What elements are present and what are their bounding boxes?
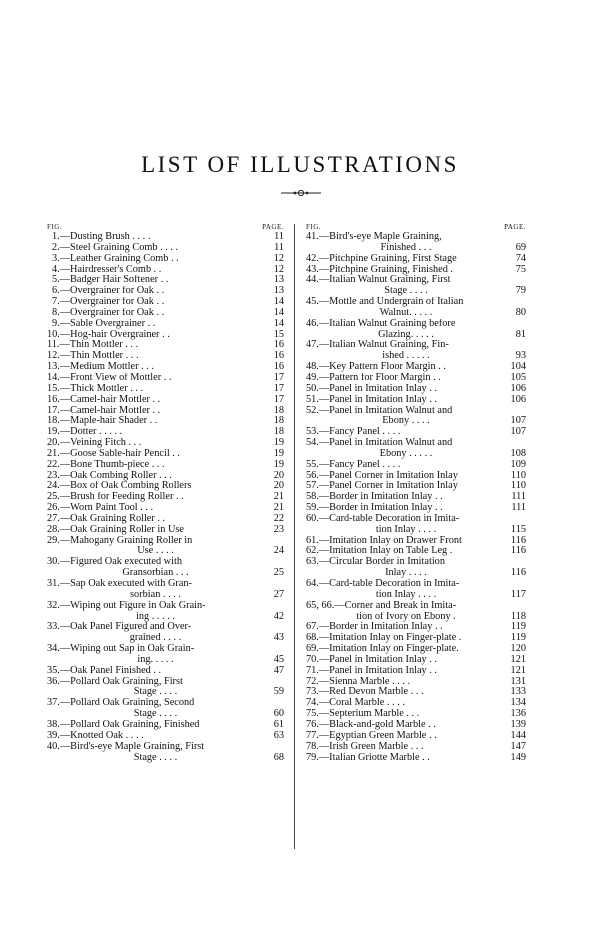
list-item bbox=[47, 254, 284, 265]
list-item bbox=[47, 731, 284, 742]
page-number: 147 bbox=[510, 740, 526, 752]
page-number: 12 bbox=[273, 263, 284, 275]
list-item bbox=[47, 438, 284, 449]
list-item bbox=[47, 579, 284, 590]
illustration-title: 74.—Coral Marble . . . . bbox=[306, 698, 405, 709]
page-number: 111 bbox=[511, 491, 526, 503]
page-number: 119 bbox=[510, 621, 526, 633]
list-item bbox=[306, 254, 526, 265]
list-item bbox=[306, 536, 526, 547]
illustration-title: 31.—Sap Oak executed with Gran- bbox=[47, 579, 192, 589]
list-item bbox=[306, 644, 526, 655]
illustration-title: 60.—Card-table Decoration in Imita- bbox=[306, 513, 460, 524]
list-item bbox=[47, 492, 284, 503]
illustration-title: 16.—Camel-hair Mottler . . bbox=[47, 394, 161, 405]
illustration-title: ing. . . . . bbox=[137, 654, 174, 665]
page-number: 23 bbox=[273, 523, 284, 535]
illustration-title: 20.—Veining Fitch . . . bbox=[47, 438, 142, 449]
illustration-title: 50.—Panel in Imitation Inlay . . bbox=[306, 383, 437, 394]
list-item bbox=[306, 460, 526, 471]
list-item bbox=[306, 427, 526, 438]
illustration-title: 77.—Egyptian Green Marble . . bbox=[306, 730, 437, 741]
illustration-title: 43.—Pitchpine Graining, Finished . bbox=[306, 264, 454, 275]
list-item bbox=[47, 362, 284, 373]
illustration-title: 65, 66.—Corner and Break in Imita- bbox=[306, 600, 457, 611]
list-item bbox=[306, 373, 526, 384]
page-number: 42 bbox=[273, 610, 284, 622]
list-item bbox=[306, 514, 526, 525]
illustration-title: 13.—Medium Mottler . . . bbox=[47, 362, 154, 373]
illustration-title: 24.—Box of Oak Combing Rollers bbox=[47, 481, 192, 492]
illustration-title: 40.—Bird's-eye Maple Graining, First bbox=[47, 741, 205, 752]
list-item bbox=[306, 568, 526, 579]
page-number: 18 bbox=[273, 426, 284, 438]
page-number: 21 bbox=[273, 491, 284, 503]
list-item bbox=[306, 416, 526, 427]
list-item bbox=[306, 753, 526, 764]
page-number: 75 bbox=[515, 263, 526, 275]
illustration-title: Stage . . . . bbox=[133, 709, 178, 720]
page-number: 134 bbox=[510, 697, 526, 709]
page-number: 116 bbox=[510, 567, 526, 579]
page-number: 19 bbox=[273, 437, 284, 449]
list-item bbox=[306, 275, 526, 286]
page-number: 119 bbox=[510, 632, 526, 644]
page-number: 27 bbox=[273, 588, 284, 600]
page-number: 63 bbox=[273, 729, 284, 741]
list-item bbox=[306, 503, 526, 514]
list-item bbox=[47, 265, 284, 276]
list-item bbox=[306, 449, 526, 460]
illustration-title: tion Inlay . . . . bbox=[375, 524, 437, 535]
list-item bbox=[47, 481, 284, 492]
illustration-title: 79.—Italian Griotte Marble . . bbox=[306, 752, 430, 763]
list-item bbox=[47, 720, 284, 731]
list-item bbox=[306, 362, 526, 373]
list-item bbox=[47, 568, 284, 579]
page-number: 43 bbox=[273, 632, 284, 644]
page-number: 105 bbox=[510, 371, 526, 383]
page-number: 20 bbox=[273, 480, 284, 492]
list-item bbox=[306, 471, 526, 482]
illustration-title: 33.—Oak Panel Figured and Over- bbox=[47, 622, 192, 633]
illustration-title: 17.—Camel-hair Mottler . . bbox=[47, 405, 161, 416]
page-number: 18 bbox=[273, 404, 284, 416]
list-item bbox=[306, 351, 526, 362]
column-divider bbox=[294, 224, 295, 849]
page-number: 21 bbox=[273, 502, 284, 514]
illustration-title: 25.—Brush for Feeding Roller . . bbox=[47, 492, 184, 503]
list-item bbox=[306, 720, 526, 731]
page-header: PAGE. bbox=[262, 223, 284, 231]
illustration-title: 63.—Circular Border in Imitation bbox=[306, 557, 445, 568]
illustration-title: 28.—Oak Graining Roller in Use bbox=[47, 524, 184, 535]
list-item bbox=[306, 406, 526, 417]
page-number: 19 bbox=[273, 447, 284, 459]
illustration-title: 75.—Septerium Marble . . . bbox=[306, 709, 420, 720]
list-item bbox=[47, 286, 284, 297]
list-item bbox=[47, 536, 284, 547]
list-item bbox=[47, 698, 284, 709]
page-number: 111 bbox=[511, 502, 526, 514]
illustration-title: 37.—Pollard Oak Graining, Second bbox=[47, 698, 195, 709]
list-item bbox=[306, 481, 526, 492]
page-number: 79 bbox=[515, 285, 526, 297]
illustration-title: Ebony . . . . . bbox=[379, 448, 433, 459]
illustration-title: 6.—Overgrainer for Oak . . bbox=[52, 286, 165, 297]
list-item bbox=[47, 449, 284, 460]
illustration-title: 48.—Key Pattern Floor Margin . . bbox=[306, 362, 446, 373]
page-number: 17 bbox=[273, 382, 284, 394]
page-number: 136 bbox=[510, 708, 526, 720]
illustration-title: 47.—Italian Walnut Graining, Fin- bbox=[306, 340, 449, 351]
page-number: 108 bbox=[510, 447, 526, 459]
list-item bbox=[306, 492, 526, 503]
list-item bbox=[306, 731, 526, 742]
illustration-title: 7.—Overgrainer for Oak . . bbox=[52, 297, 165, 308]
list-item bbox=[47, 275, 284, 286]
page-number: 110 bbox=[510, 469, 526, 481]
list-item bbox=[47, 742, 284, 753]
illustration-title: 41.—Bird's-eye Maple Graining, bbox=[306, 232, 442, 242]
illustration-title: grained . . . . bbox=[129, 633, 182, 644]
list-item bbox=[306, 384, 526, 395]
list-item bbox=[47, 340, 284, 351]
list-item bbox=[306, 557, 526, 568]
illustration-title: Stage . . . . bbox=[133, 752, 178, 763]
illustration-title: Stage . . . . bbox=[133, 687, 178, 698]
illustration-title: 15.—Thick Mottler . . . bbox=[47, 383, 144, 394]
illustration-title: 51.—Panel in Imitation Inlay . . bbox=[306, 394, 437, 405]
illustration-title: Gransorbian . . . bbox=[122, 568, 189, 579]
list-item bbox=[47, 666, 284, 677]
illustration-title: Glazing. . . . . bbox=[378, 329, 434, 340]
page-number: 16 bbox=[273, 361, 284, 373]
illustration-title: 67.—Border in Imitation Inlay . . bbox=[306, 622, 443, 633]
list-item bbox=[47, 601, 284, 612]
illustration-title: 78.—Irish Green Marble . . . bbox=[306, 741, 424, 752]
illustration-title: 64.—Card-table Decoration in Imita- bbox=[306, 579, 460, 589]
page-number: 16 bbox=[273, 339, 284, 351]
illustration-title: 55.—Fancy Panel . . . . bbox=[306, 459, 401, 470]
illustration-title: Use . . . . bbox=[137, 546, 174, 557]
list-item bbox=[306, 742, 526, 753]
page-number: 12 bbox=[273, 252, 284, 264]
list-item bbox=[306, 546, 526, 557]
illustration-title: 52.—Panel in Imitation Walnut and bbox=[306, 405, 453, 416]
list-item bbox=[47, 427, 284, 438]
list-item bbox=[306, 286, 526, 297]
page-number: 109 bbox=[510, 458, 526, 470]
illustration-title: 19.—Dotter . . . . . bbox=[47, 427, 123, 438]
page-number: 69 bbox=[515, 241, 526, 253]
list-item bbox=[47, 612, 284, 623]
illustration-title: 10.—Hog-hair Overgrainer . . bbox=[47, 329, 170, 340]
page-header: PAGE. bbox=[504, 223, 526, 231]
list-item bbox=[306, 330, 526, 341]
illustration-title: 30.—Figured Oak executed with bbox=[47, 557, 182, 568]
illustration-title: 70.—Panel in Imitation Inlay . . bbox=[306, 654, 437, 665]
illustration-title: 72.—Sienna Marble . . . . bbox=[306, 676, 411, 687]
list-item bbox=[47, 319, 284, 330]
list-item bbox=[47, 709, 284, 720]
page-number: 104 bbox=[510, 361, 526, 373]
illustration-title: 71.—Panel in Imitation Inlay . . bbox=[306, 665, 437, 676]
right-column bbox=[306, 222, 526, 763]
illustration-title: 36.—Pollard Oak Graining, First bbox=[47, 676, 183, 687]
list-item bbox=[47, 297, 284, 308]
left-column-header bbox=[47, 222, 284, 232]
fig-header: FIG. bbox=[306, 223, 322, 231]
list-item bbox=[47, 330, 284, 341]
illustration-title: 11.—Thin Mottler . . . bbox=[47, 340, 139, 351]
page-number: 110 bbox=[510, 480, 526, 492]
list-item bbox=[47, 753, 284, 764]
illustration-title: Inlay . . . . bbox=[385, 568, 427, 579]
list-item bbox=[47, 633, 284, 644]
page-title: LIST OF ILLUSTRATIONS bbox=[141, 152, 459, 177]
illustration-title: 38.—Pollard Oak Graining, Finished bbox=[47, 719, 200, 730]
list-item bbox=[47, 557, 284, 568]
list-item bbox=[47, 546, 284, 557]
list-item bbox=[306, 395, 526, 406]
illustration-title: 9.—Sable Overgrainer . . bbox=[52, 318, 156, 329]
list-item bbox=[47, 406, 284, 417]
page-number: 11 bbox=[274, 241, 284, 253]
list-item bbox=[47, 525, 284, 536]
illustration-title: 8.—Overgrainer for Oak . . bbox=[52, 307, 165, 318]
list-item bbox=[47, 232, 284, 243]
list-item bbox=[306, 633, 526, 644]
illustration-title: Finished . . . bbox=[380, 242, 432, 253]
list-item bbox=[47, 308, 284, 319]
list-item bbox=[306, 687, 526, 698]
page-number: 118 bbox=[510, 610, 526, 622]
page-number: 16 bbox=[273, 350, 284, 362]
right-column-header bbox=[306, 222, 526, 232]
illustration-title: 62.—Imitation Inlay on Table Leg . bbox=[306, 546, 453, 557]
illustration-title: 35.—Oak Panel Finished . . bbox=[47, 665, 162, 676]
illustration-title: 56.—Panel Corner in Imitation Inlay bbox=[306, 470, 458, 481]
page-number: 80 bbox=[515, 306, 526, 318]
page-number: 20 bbox=[273, 469, 284, 481]
page-number: 11 bbox=[274, 231, 284, 242]
page-number: 106 bbox=[510, 393, 526, 405]
page-number: 15 bbox=[273, 328, 284, 340]
page-number: 13 bbox=[273, 285, 284, 297]
list-item bbox=[47, 590, 284, 601]
page-number: 18 bbox=[273, 415, 284, 427]
list-item bbox=[306, 590, 526, 601]
illustration-title: 58.—Border in Imitation Inlay . . bbox=[306, 492, 443, 503]
page-number: 121 bbox=[510, 664, 526, 676]
illustration-title: ing . . . . . bbox=[136, 611, 175, 622]
page-number: 60 bbox=[273, 708, 284, 720]
illustration-title: 3.—Leather Graining Comb . . bbox=[52, 253, 179, 264]
illustration-title: 49.—Pattern for Floor Margin . . bbox=[306, 372, 441, 383]
list-item bbox=[306, 319, 526, 330]
list-item bbox=[306, 265, 526, 276]
list-item bbox=[306, 297, 526, 308]
page-number: 13 bbox=[273, 274, 284, 286]
illustration-title: ished . . . . . bbox=[382, 351, 430, 362]
list-item bbox=[47, 655, 284, 666]
list-item bbox=[306, 655, 526, 666]
page-number: 24 bbox=[273, 545, 284, 557]
list-item bbox=[306, 601, 526, 612]
illustration-title: Stage . . . . bbox=[384, 286, 428, 297]
illustration-title: 42.—Pitchpine Graining, First Stage bbox=[306, 253, 457, 264]
list-item bbox=[306, 579, 526, 590]
illustration-title: 69.—Imitation Inlay on Finger-plate. bbox=[306, 644, 459, 655]
page-number: 22 bbox=[273, 512, 284, 524]
fig-header: FIG. bbox=[47, 223, 63, 231]
page-number: 116 bbox=[510, 534, 526, 546]
list-item bbox=[306, 232, 526, 243]
illustration-title: 14.—Front View of Mottler . . bbox=[47, 372, 172, 383]
page-number: 106 bbox=[510, 382, 526, 394]
list-item bbox=[306, 666, 526, 677]
illustration-title: 22.—Bone Thumb-piece . . . bbox=[47, 459, 165, 470]
illustration-title: 44.—Italian Walnut Graining, First bbox=[306, 275, 451, 286]
illustration-title: sorbian . . . . bbox=[130, 589, 181, 600]
illustration-title: 39.—Knotted Oak . . . . bbox=[47, 730, 144, 741]
list-item bbox=[306, 243, 526, 254]
page-number: 93 bbox=[515, 350, 526, 362]
illustration-title: 61.—Imitation Inlay on Drawer Front bbox=[306, 535, 462, 546]
illustration-title: 18.—Maple-hair Shader . . bbox=[47, 416, 158, 427]
illustration-title: 76.—Black-and-gold Marble . . bbox=[306, 719, 436, 730]
list-item bbox=[306, 438, 526, 449]
page-number: 115 bbox=[510, 523, 526, 535]
illustration-title: 23.—Oak Combing Roller . . . bbox=[47, 470, 172, 481]
illustration-title: Ebony . . . . bbox=[382, 416, 430, 427]
illustration-title: tion of Ivory on Ebony . bbox=[356, 611, 456, 622]
list-item bbox=[306, 698, 526, 709]
page-number: 25 bbox=[273, 567, 284, 579]
list-item bbox=[306, 622, 526, 633]
list-item bbox=[47, 503, 284, 514]
illustration-title: 54.—Panel in Imitation Walnut and bbox=[306, 438, 453, 449]
list-item bbox=[47, 644, 284, 655]
illustration-title: 21.—Goose Sable-hair Pencil . . bbox=[47, 448, 180, 459]
list-item bbox=[47, 395, 284, 406]
list-item bbox=[47, 514, 284, 525]
illustration-title: 32.—Wiping out Figure in Oak Grain- bbox=[47, 600, 206, 611]
page-number: 19 bbox=[273, 458, 284, 470]
illustration-title: 34.—Wiping out Sap in Oak Grain- bbox=[47, 644, 195, 655]
ornament-divider-icon bbox=[279, 187, 323, 199]
list-item bbox=[47, 471, 284, 482]
illustration-title: 73.—Red Devon Marble . . . bbox=[306, 687, 424, 698]
page-number: 133 bbox=[510, 686, 526, 698]
list-item bbox=[47, 243, 284, 254]
page-number: 47 bbox=[273, 664, 284, 676]
page-number: 139 bbox=[510, 718, 526, 730]
page-number: 14 bbox=[273, 317, 284, 329]
list-item bbox=[306, 709, 526, 720]
list-item bbox=[47, 687, 284, 698]
page-number: 120 bbox=[510, 643, 526, 655]
illustration-title: 2.—Steel Graining Comb . . . . bbox=[52, 242, 179, 253]
list-item bbox=[47, 622, 284, 633]
illustration-title: 68.—Imitation Inlay on Finger-plate . bbox=[306, 633, 462, 644]
page-number: 144 bbox=[510, 729, 526, 741]
page-number: 107 bbox=[510, 415, 526, 427]
page-number: 149 bbox=[510, 751, 526, 763]
page-number: 121 bbox=[510, 653, 526, 665]
illustration-title: 45.—Mottle and Undergrain of Italian bbox=[306, 297, 464, 308]
list-item bbox=[47, 677, 284, 688]
page-number: 116 bbox=[510, 545, 526, 557]
illustration-title: 26.—Worn Paint Tool . . . bbox=[47, 503, 154, 514]
page-number: 68 bbox=[273, 751, 284, 763]
page-number: 17 bbox=[273, 393, 284, 405]
page-number: 45 bbox=[273, 653, 284, 665]
illustration-title: 27.—Oak Graining Roller . . bbox=[47, 513, 166, 524]
page-number: 117 bbox=[510, 588, 526, 600]
illustration-title: 4.—Hairdresser's Comb . . bbox=[52, 264, 162, 275]
illustration-title: Walnut. . . . . bbox=[379, 307, 433, 318]
list-item bbox=[306, 308, 526, 319]
list-item bbox=[306, 612, 526, 623]
list-item bbox=[47, 416, 284, 427]
list-item bbox=[47, 460, 284, 471]
illustration-title: 5.—Badger Hair Softener . . bbox=[52, 275, 169, 286]
illustration-title: 12.—Thin Mottler . . . bbox=[47, 351, 139, 362]
page-number: 61 bbox=[273, 718, 284, 730]
list-item bbox=[47, 373, 284, 384]
page-number: 74 bbox=[515, 252, 526, 264]
illustration-title: 29.—Mahogany Graining Roller in bbox=[47, 535, 193, 546]
list-item bbox=[47, 351, 284, 362]
illustration-title: 1.—Dusting Brush . . . . bbox=[52, 232, 151, 242]
list-item bbox=[306, 677, 526, 688]
page-number: 59 bbox=[273, 686, 284, 698]
list-item bbox=[47, 384, 284, 395]
list-item bbox=[306, 525, 526, 536]
illustration-title: 57.—Panel Corner in Imitation Inlay bbox=[306, 481, 458, 492]
illustration-title: 59.—Border in Imitation Inlay . . bbox=[306, 503, 443, 514]
left-column bbox=[47, 222, 284, 763]
illustration-title: tion Inlay . . . . bbox=[375, 589, 437, 600]
page-number: 14 bbox=[273, 296, 284, 308]
page-number: 14 bbox=[273, 306, 284, 318]
page-number: 17 bbox=[273, 371, 284, 383]
page-number: 107 bbox=[510, 426, 526, 438]
illustration-title: 53.—Fancy Panel . . . . bbox=[306, 427, 401, 438]
page-number: 81 bbox=[515, 328, 526, 340]
list-item bbox=[306, 340, 526, 351]
page-number: 131 bbox=[510, 675, 526, 687]
illustration-title: 46.—Italian Walnut Graining before bbox=[306, 318, 456, 329]
